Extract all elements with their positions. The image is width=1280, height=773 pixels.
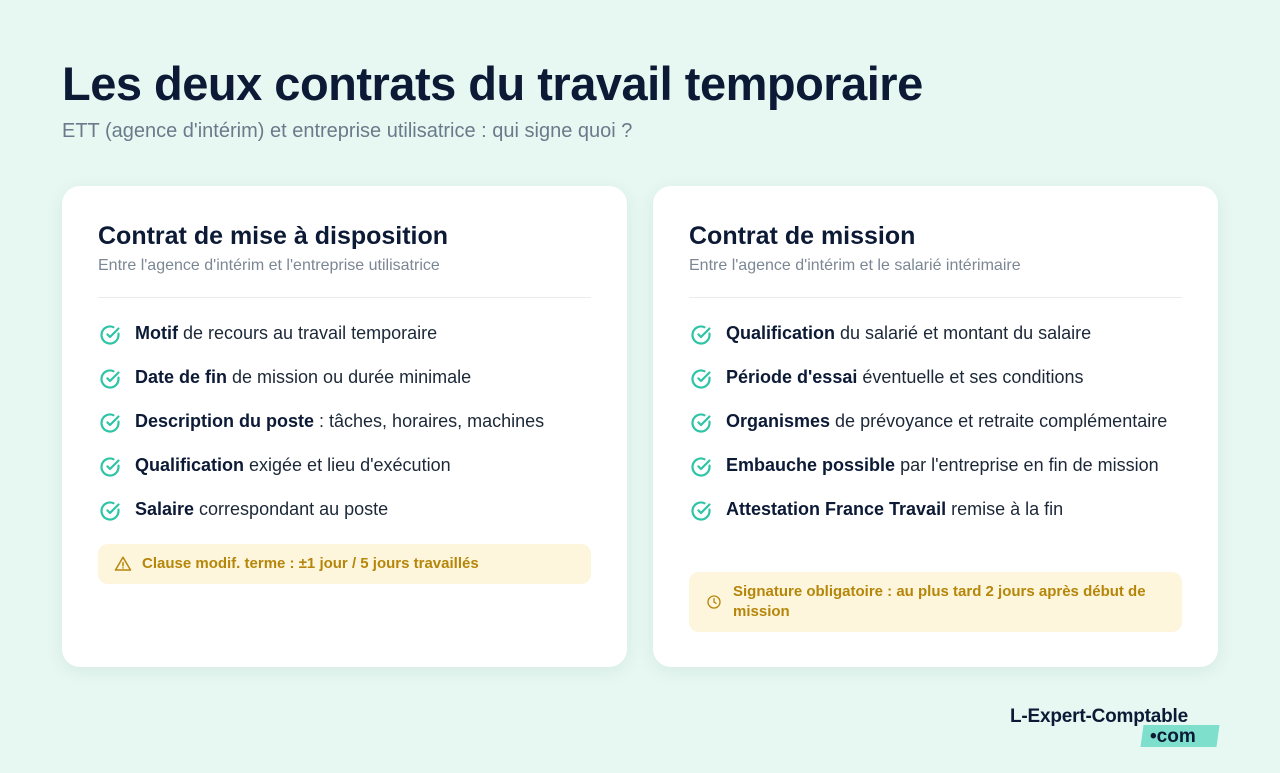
warning-note [98,544,591,584]
item-text [726,363,1084,391]
logo-suffix: •com [1150,726,1196,747]
card-title: Contrat de mission [689,222,916,250]
checklist [689,319,1188,539]
check-circle-icon [98,455,122,479]
item-text [726,495,1063,523]
item-text [135,319,437,347]
card-subtitle: Entre l'agence d'intérim et le salarié intérimaire [689,257,1021,274]
item-text [135,451,451,479]
item-bold: Motif [135,323,178,343]
list-item [689,363,1188,391]
item-bold: Salaire [135,499,195,519]
clock-icon [705,594,723,610]
item-rest: éventuelle et ses conditions [857,367,1084,387]
list-item [689,495,1188,523]
list-item [98,319,597,347]
item-text [726,407,1167,435]
item-text [726,451,1159,479]
logo-text: L-Expert-Comptable [1010,706,1188,727]
card-title: Contrat de mise à disposition [98,222,449,250]
card-mission [653,186,1218,667]
item-bold: Description du poste [135,411,315,431]
item-bold: Période d'essai [726,367,858,387]
item-bold: Attestation France Travail [726,499,947,519]
item-bold: Date de fin [135,367,228,387]
list-item [689,319,1188,347]
item-rest: correspondant au poste [194,499,389,519]
item-text [726,319,1091,347]
page-title: Les deux contrats du travail temporaire [62,57,923,110]
item-text [135,363,471,391]
list-item [98,495,597,523]
item-rest: de prévoyance et retraite complémentaire [830,411,1168,431]
check-circle-icon [689,499,713,523]
card-mise-a-disposition [62,186,627,667]
item-bold: Organismes [726,411,831,431]
item-rest: par l'entreprise en fin de mission [895,455,1159,475]
note-text: Signature obligatoire : au plus tard 2 jours après début de mission [733,583,1146,620]
item-rest: remise à la fin [946,499,1064,519]
list-item [689,407,1188,435]
item-bold: Embauche possible [726,455,896,475]
item-text [135,495,388,523]
check-circle-icon [98,367,122,391]
page-subtitle: ETT (agence d'intérim) et entreprise utilisatrice : qui signe quoi ? [62,120,633,142]
divider [689,297,1182,298]
item-rest: de mission ou durée minimale [227,367,472,387]
check-circle-icon [98,499,122,523]
item-bold: Qualification [135,455,245,475]
card-subtitle: Entre l'agence d'intérim et l'entreprise utilisatrice [98,257,440,274]
note-text: Clause modif. terme : ±1 jour / 5 jours travaillés [142,555,479,572]
list-item [98,363,597,391]
item-rest: du salarié et montant du salaire [835,323,1092,343]
item-text [135,407,544,435]
checklist [98,319,597,539]
brand-logo [1010,706,1220,750]
check-circle-icon [689,455,713,479]
item-rest: : tâches, horaires, machines [314,411,545,431]
list-item [98,407,597,435]
list-item [689,451,1188,479]
list-item [98,451,597,479]
item-bold: Qualification [726,323,836,343]
item-rest: de recours au travail temporaire [177,323,438,343]
check-circle-icon [689,411,713,435]
divider [98,297,591,298]
check-circle-icon [98,323,122,347]
warning-icon [114,555,132,573]
check-circle-icon [689,367,713,391]
item-rest: exigée et lieu d'exécution [244,455,451,475]
check-circle-icon [689,323,713,347]
signature-note [689,572,1182,632]
check-circle-icon [98,411,122,435]
